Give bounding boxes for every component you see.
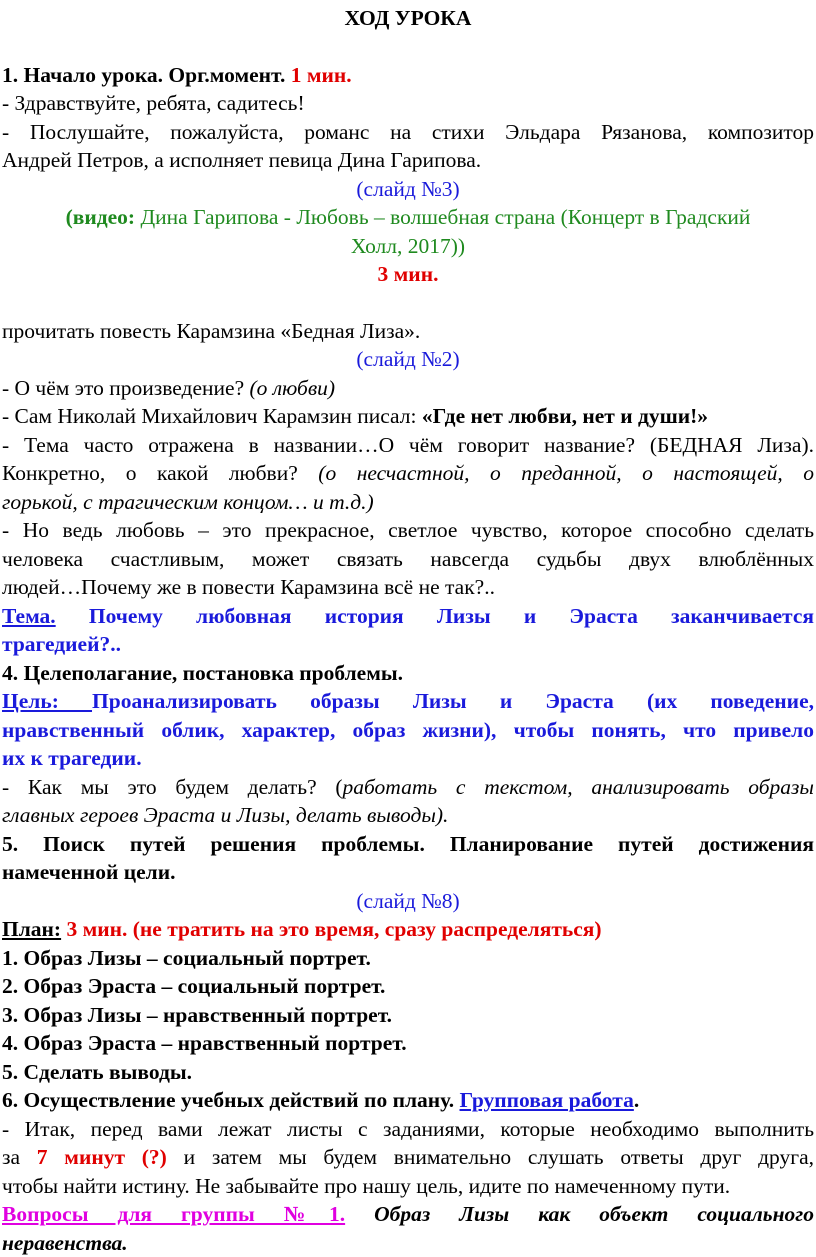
theme-text: Почему любовная история Лизы и Эраста заканчивается: [89, 604, 814, 628]
section-1-title: 1. Начало урока. Орг.момент.: [2, 63, 285, 87]
section-1-heading: [2, 61, 814, 90]
question-3-line-2: [2, 459, 814, 488]
plan-label: План:: [2, 917, 61, 941]
plan-note: 3 мин. (не тратить на это время, сразу распределяться): [66, 917, 601, 941]
goal-line-1: [2, 687, 814, 716]
how-line-1: [2, 773, 814, 802]
section-1-time: 1 мин.: [291, 63, 352, 87]
video-title-part-1: Дина Гарипова - Любовь – волшебная страна (Концерт в Градский: [140, 205, 750, 229]
question-3-text: Конкретно, о какой любви?: [2, 461, 298, 485]
plan-item: 5. Сделать выводы.: [2, 1058, 814, 1087]
spacer: [2, 289, 814, 317]
question-2: [2, 402, 814, 431]
video-line-1: [2, 203, 814, 232]
video-label: (видео:: [66, 205, 136, 229]
question-1: [2, 374, 814, 403]
slide-ref-3: (слайд №3): [2, 175, 814, 204]
how-line-2: главных героев Эраста и Лизы, делать выводы).: [2, 801, 814, 830]
plan-item: 3. Образ Лизы – нравственный портрет.: [2, 1001, 814, 1030]
question-3-answer: (о несчастной, о преданной, о настоящей, о: [318, 461, 814, 485]
read-assignment: прочитать повесть Карамзина «Бедная Лиза».: [2, 317, 814, 346]
slide-ref-2: (слайд №2): [2, 345, 814, 374]
intro-time: 7 минут (?): [37, 1145, 167, 1169]
theme-line-1: [2, 602, 814, 631]
listen-line-1: - Послушайте, пожалуйста, романс на стихи Эльдара Рязанова, композитор: [2, 118, 814, 147]
video-time: 3 мин.: [2, 260, 814, 289]
listen-line-2: Андрей Петров, а исполняет певица Дина Гарипова.: [2, 146, 814, 175]
spacer: [2, 33, 814, 61]
intro-line-3: чтобы найти истину. Не забывайте про нашу цель, идите по намеченному пути.: [2, 1172, 814, 1201]
theme-line-2: трагедией?..: [2, 630, 814, 659]
question-2-text: - Сам Николай Михайлович Карамзин писал:: [2, 404, 417, 428]
theme-label: Тема.: [2, 604, 56, 628]
section-4-heading: 4. Целеполагание, постановка проблемы.: [2, 659, 814, 688]
how-answer: работать с текстом, анализировать образы: [343, 775, 814, 799]
plan-line: [2, 915, 814, 944]
intro-line-2: [2, 1143, 814, 1172]
question-4-line-1: - Но ведь любовь – это прекрасное, светлое чувство, которое способно сделать: [2, 516, 814, 545]
group-questions-label: Вопросы для группы №1.: [2, 1202, 345, 1226]
goal-line-3: их к трагедии.: [2, 744, 814, 773]
intro-rest: и затем мы будем внимательно слушать ответы друг друга,: [184, 1145, 814, 1169]
section-6-title: 6. Осуществление учебных действий по плану.: [2, 1088, 454, 1112]
goal-text: Проанализировать образы Лизы и Эраста (их поведение,: [92, 689, 814, 713]
question-4-line-2: человека счастливым, может связать навсегда судьбы двух влюблённых: [2, 545, 814, 574]
question-1-text: - О чём это произведение?: [2, 376, 244, 400]
group-questions-line-2: неравенства.: [2, 1229, 814, 1257]
question-1-answer: (о любви): [249, 376, 335, 400]
how-question: - Как мы это будем делать? (: [2, 775, 343, 799]
karamzin-quote: «Где нет любви, нет и души!»: [422, 404, 708, 428]
section-5-heading-line-1: 5. Поиск путей решения проблемы. Планирование путей достижения: [2, 830, 814, 859]
greeting-line: - Здравствуйте, ребята, садитесь!: [2, 89, 814, 118]
section-6-heading: 6. Осуществление учебных действий по плану. Групповая работа.: [2, 1086, 814, 1115]
plan-item: 2. Образ Эраста – социальный портрет.: [2, 972, 814, 1001]
slide-ref-8: (слайд №8): [2, 887, 814, 916]
plan-item: 1. Образ Лизы – социальный портрет.: [2, 944, 814, 973]
group-topic: Образ Лизы как объект социального: [374, 1202, 814, 1226]
video-line-2: Холл, 2017)): [2, 232, 814, 261]
section-5-heading-line-2: намеченной цели.: [2, 858, 814, 887]
goal-line-2: нравственный облик, характер, образ жизни), чтобы понять, что привело: [2, 716, 814, 745]
question-3-line-1: - Тема часто отражена в названии…О чём говорит название? (БЕДНАЯ Лиза).: [2, 431, 814, 460]
intro-line-1: - Итак, перед вами лежат листы с заданиями, которые необходимо выполнить: [2, 1115, 814, 1144]
plan-item: 4. Образ Эраста – нравственный портрет.: [2, 1029, 814, 1058]
group-questions-line-1: [2, 1200, 814, 1229]
intro-za: за: [2, 1145, 20, 1169]
page-title: ХОД УРОКА: [2, 4, 814, 33]
question-3-line-3: горькой, с трагическим концом… и т.д.): [2, 488, 814, 517]
goal-label: Цель:: [2, 689, 92, 713]
group-work-link[interactable]: Групповая работа: [460, 1088, 634, 1112]
question-4-line-3: людей…Почему же в повести Карамзина всё не так?..: [2, 573, 814, 602]
